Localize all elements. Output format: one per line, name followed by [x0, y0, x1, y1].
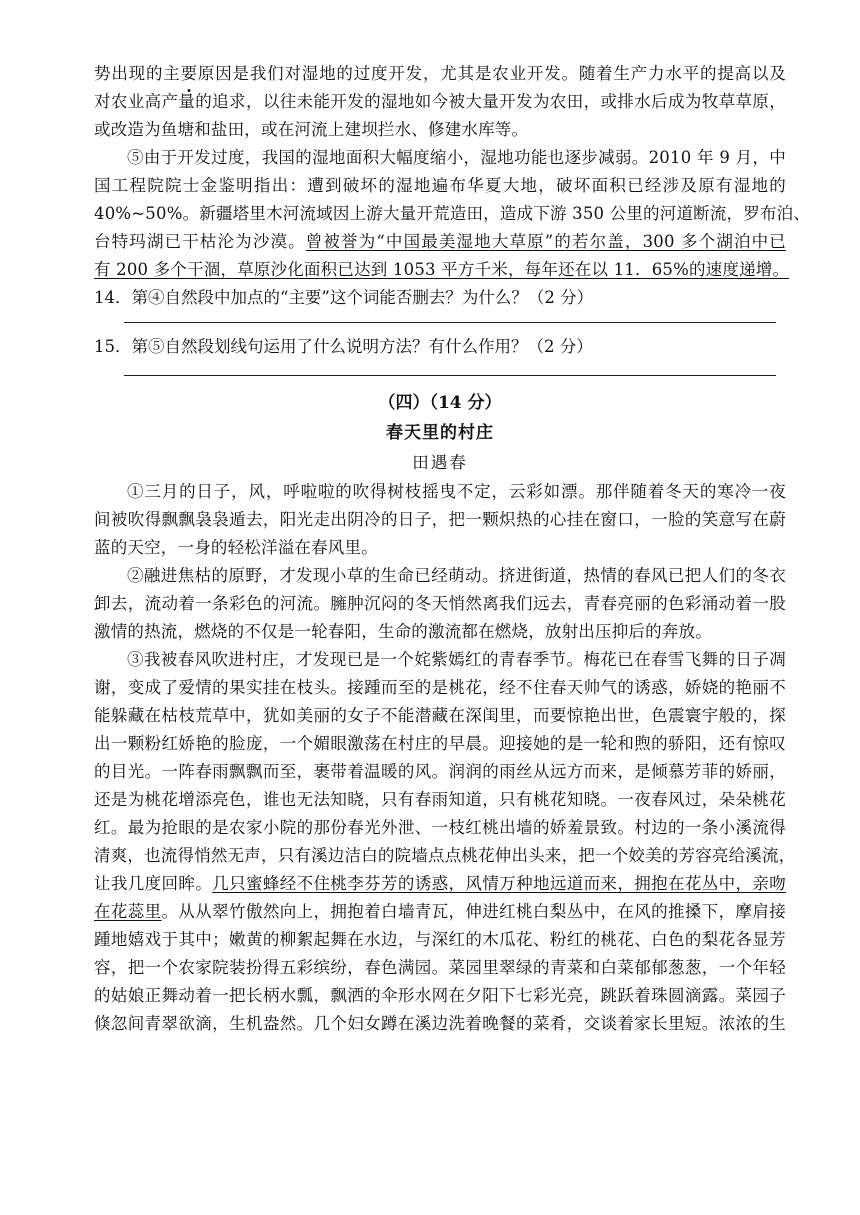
section-label: （四）（14 分） [378, 393, 502, 413]
para4-line: 对农业高产量的追求，以往未能开发的湿地如今被大量开发为农田，或排水后成为牧草草原， [94, 92, 786, 111]
para4-line: 或改造为鱼塘和盐田，或在河流上建坝拦水、修建水库等。 [94, 120, 529, 139]
answer-line-14[interactable] [124, 322, 776, 323]
article-line: 在花蕊里。从从翠竹傲然向上，拥抱着白墙青瓦，伸进红桃白梨丛中，在风的推搡下，摩肩接 [94, 902, 786, 921]
article-line: 倏忽间青翠欲滴，生机盎然。几个妇女蹲在溪边洗着晚餐的菜肴，交谈着家长里短。浓浓的生 [94, 1014, 786, 1033]
para5-line: 40%~50%。新疆塔里木河流域因上游大量开荒造田，造成下游 350 公里的河道断流，罗布泊、 [94, 204, 811, 223]
para5-line: 国工程院院士金鉴明指出：遭到破坏的湿地遍布华夏大地，破坏面积已经涉及原有湿地的 [94, 176, 786, 195]
article-line: 容，把一个农家院装扮得五彩缤纷，春色满园。菜园里翠绿的青菜和白菜郁郁葱葱，一个年轻 [94, 958, 786, 977]
article-line: 让我几度回眸。几只蜜蜂经不住桃李芬芳的诱惑，风情万种地远道而来，拥抱在花丛中，亲吻 [94, 874, 786, 893]
article-line: 激情的热流，燃烧的不仅是一轮春阳，生命的激流都在燃烧，放射出压抑后的奔放。 [94, 622, 712, 641]
article-line: 蓝的天空，一身的轻松洋溢在春风里。 [94, 538, 378, 557]
para5-line: 台特玛湖已干枯沦为沙漠。曾被誉为“中国最美湿地大草原”的若尔盖，300 多个湖泊中已 [94, 232, 786, 251]
answer-line-15[interactable] [124, 375, 776, 376]
article-line: 能躲藏在枯枝荒草中，犹如美丽的女子不能潜藏在深闺里，而要惊艳出世，色震寰宇般的，探 [94, 706, 786, 725]
article-line: ②融进焦枯的原野，才发现小草的生命已经萌动。挤进街道，热情的春风已把人们的冬衣 [127, 566, 786, 585]
question-14: 14．第④自然段中加点的“主要”这个词能否删去？为什么？（2 分） [94, 288, 594, 307]
para5-line: ⑤由于开发过度，我国的湿地面积大幅度缩小，湿地功能也逐步减弱。2010 年 9 月，中 [127, 148, 786, 167]
question-15: 15．第⑤自然段划线句运用了什么说明方法？有什么作用？（2 分） [94, 337, 593, 356]
article-line: 出一颗粉红娇艳的脸庞，一个媚眼激荡在村庄的早晨。迎接她的是一轮和煦的骄阳，还有惊叹 [94, 734, 786, 753]
underlined-sentence: 曾被誉为“中国最美湿地大草原”的若尔盖，300 多个湖泊中已 [305, 232, 786, 251]
document-page [94, 60, 811, 1038]
para4-line: 势出现的主要原因是我们对湿地的过度开发，尤其是农业开发。随着生产力水平的提高以及 [94, 60, 786, 88]
underlined-sentence: 在花蕊里 [94, 902, 162, 921]
article-line: 的目光。一阵春雨飘飘而至，裹带着温暖的风。润润的雨丝从远方而来，是倾慕芳菲的娇丽， [94, 762, 786, 781]
article-line: 踵地嬉戏于其中；嫩黄的柳絮起舞在水边，与深红的木瓜花、粉红的桃花、白色的梨花各显芳 [94, 930, 786, 949]
article-line: 的姑娘正舞动着一把长柄水瓢，飘洒的伞形水网在夕阳下七彩光亮，跳跃着珠圆滴露。菜园子 [94, 986, 786, 1005]
article-line: 红。最为抢眼的是农家小院的那份春光外泄、一枝红桃出墙的娇羞景致。村边的一条小溪流得 [94, 818, 786, 837]
para5-line [94, 256, 790, 284]
underlined-sentence: 几只蜜蜂经不住桃李芬芳的诱惑，风情万种地远道而来，拥抱在花丛中，亲吻 [212, 874, 786, 893]
article-line: ①三月的日子，风，呼啦啦的吹得树枝摇曳不定，云彩如漂。那伴随着冬天的寒冷一夜 [127, 482, 786, 501]
article-line: 谢，变成了爱情的果实挂在枝头。接踵而至的是桃花，经不住春天帅气的诱惑，娇娆的艳丽不 [94, 678, 786, 697]
article-title: 春天里的村庄 [386, 423, 494, 443]
article-author: 田遇春 [412, 453, 468, 472]
article-line: 间被吹得飘飘袅袅遁去，阳光走出阴冷的日子，把一颗炽热的心挂在窗口，一脸的笑意写在蔚 [94, 510, 786, 529]
article-line: 还是为桃花增添亮色，谁也无法知晓，只有春雨知道，只有桃花知晓。一夜春风过，朵朵桃花 [94, 790, 786, 809]
article-line: ③我被春风吹进村庄，才发现已是一个姹紫嫣红的青春季节。梅花已在春雪飞舞的日子凋 [127, 650, 786, 669]
article-line: 卸去，流动着一条彩色的河流。臃肿沉闷的冬天悄然离我们远去，青春亮丽的色彩涌动着一股 [94, 594, 786, 613]
article-line: 清爽，也流得悄然无声，只有溪边洁白的院墙点点桃花伸出头来，把一个姣美的芳容亮给溪流， [94, 846, 796, 865]
underlined-sentence: 有 200 多个干涸，草原沙化面积已达到 1053 平方千米，每年还在以 11．65%的速度递增。 [94, 260, 790, 279]
emphasis-dot-char: 要 [181, 60, 198, 88]
